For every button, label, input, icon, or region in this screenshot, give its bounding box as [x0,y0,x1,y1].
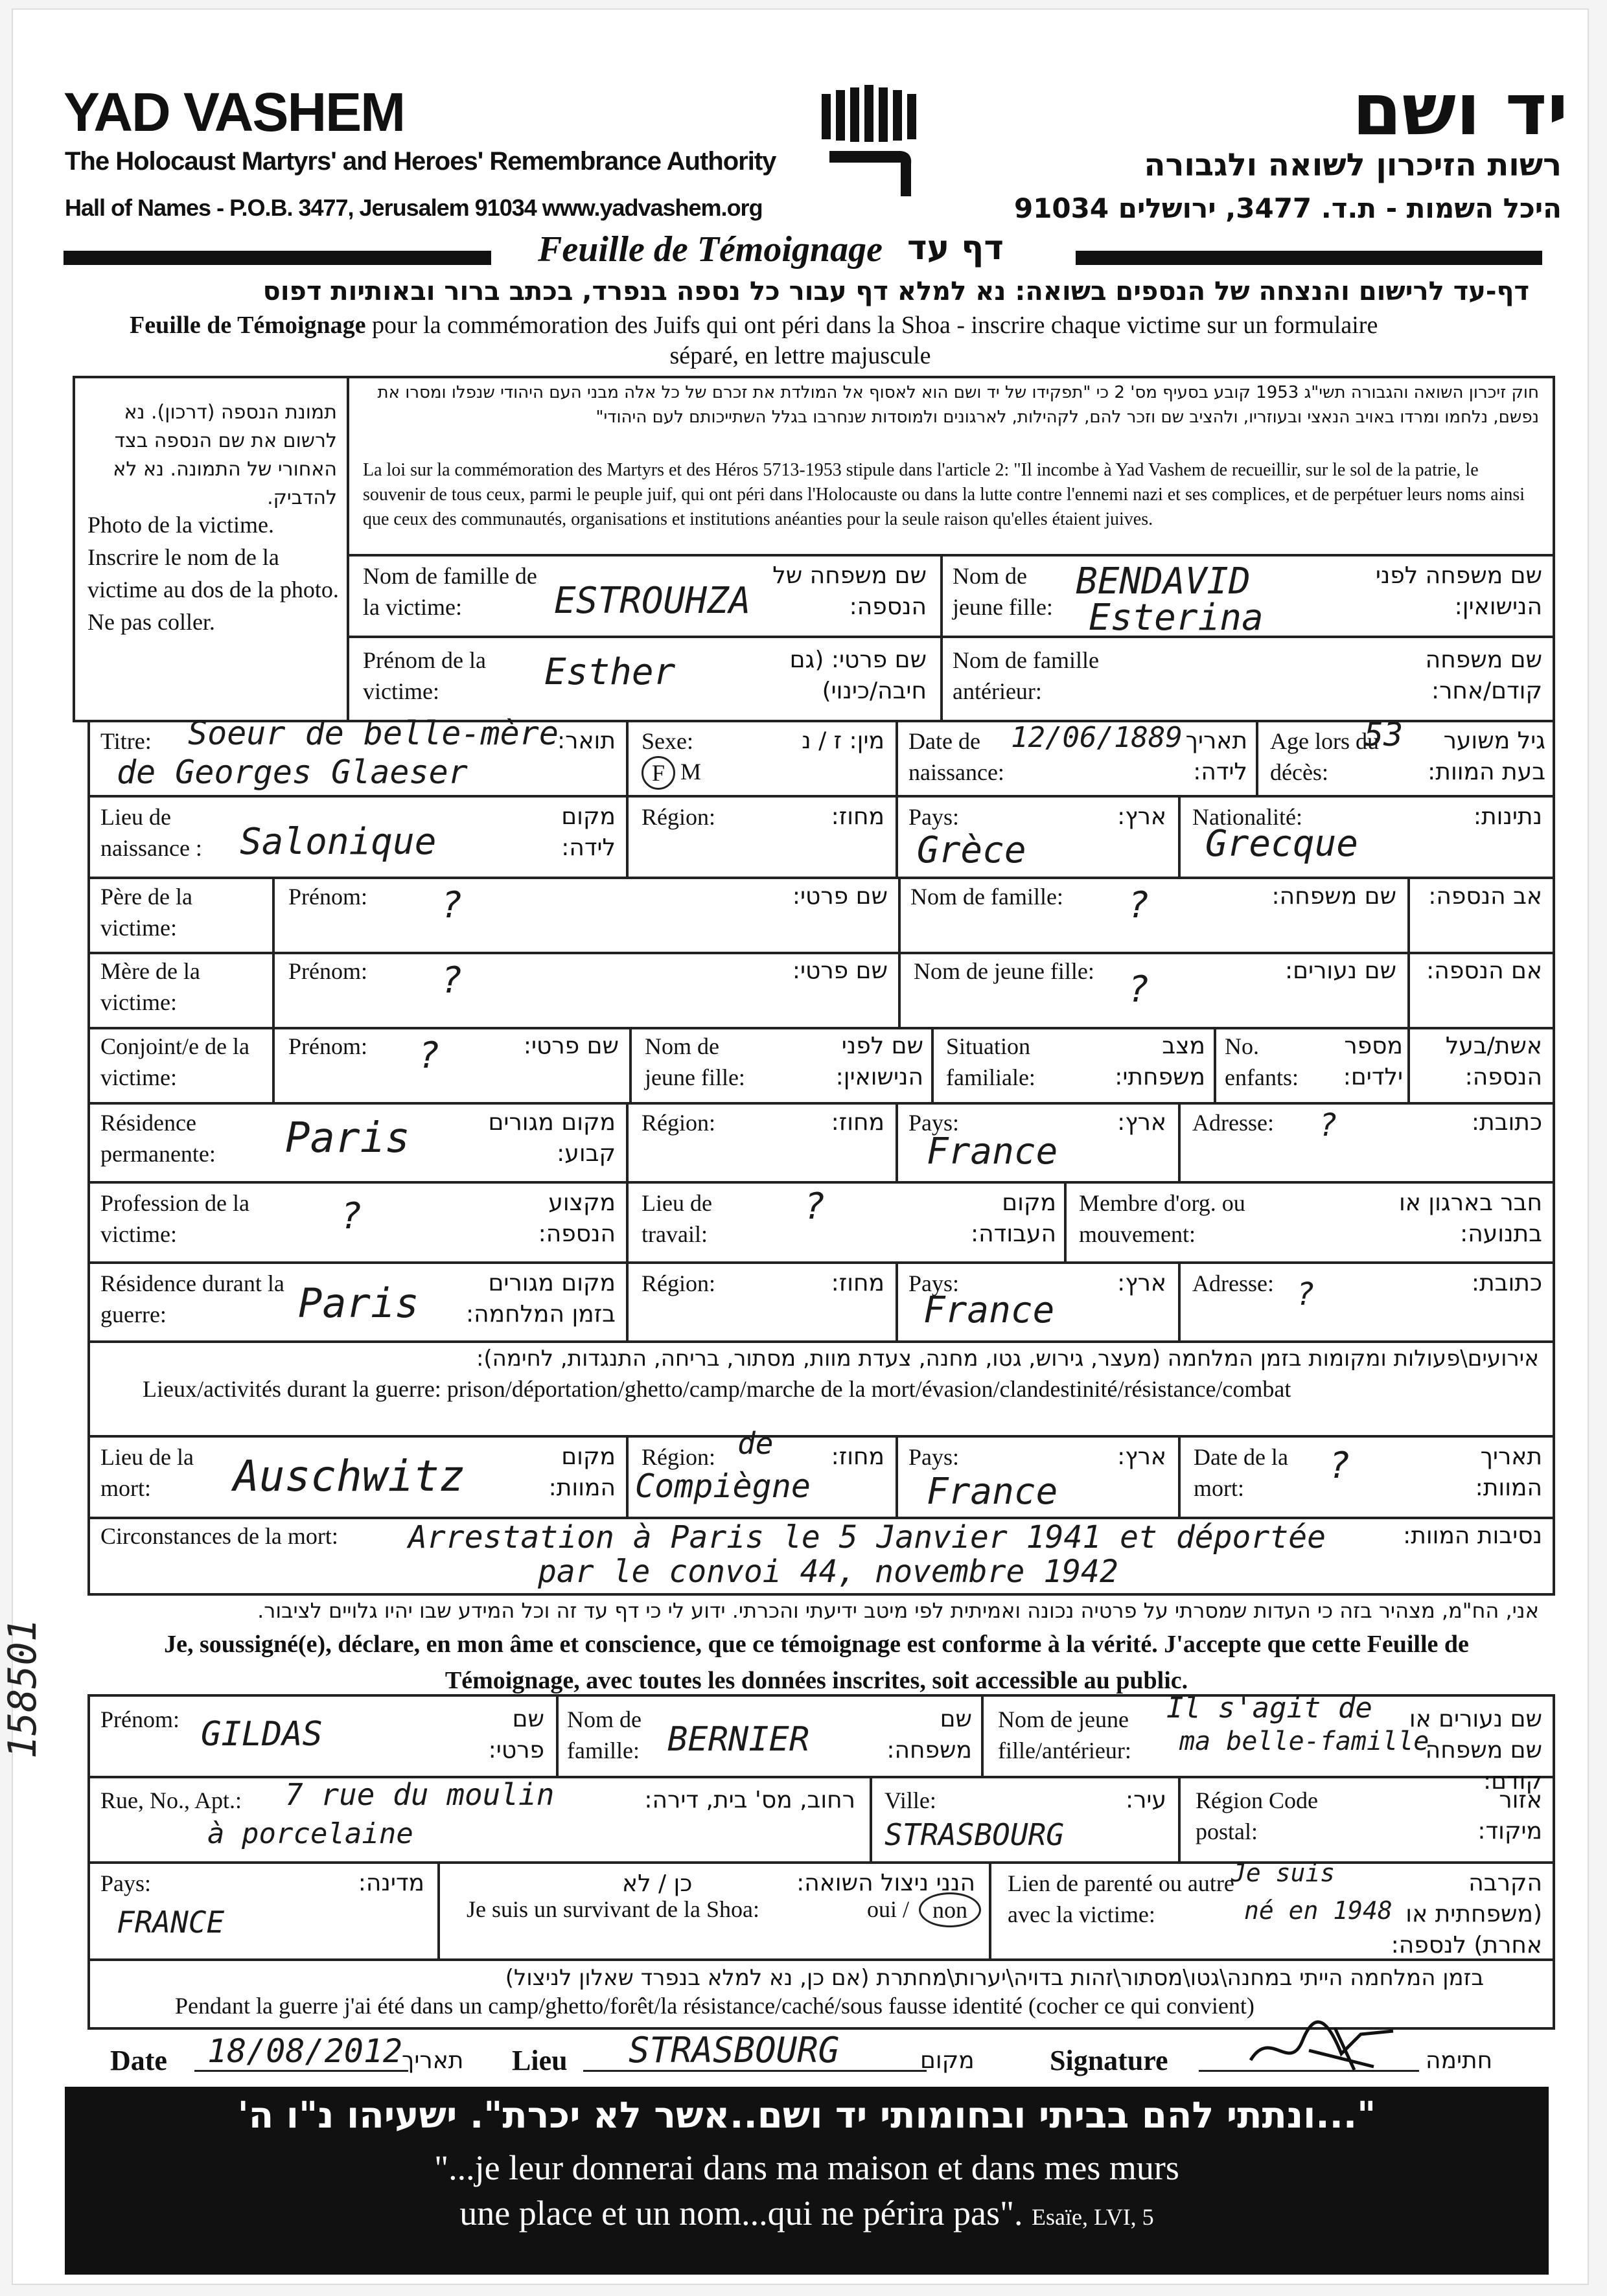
work-place-value: ? [804,1186,826,1228]
camp-label-he: בזמן המלחמה הייתי במחנה\גטו\מסתור\זהות בדויה\יערות\מחתרת (אם כן, נא למלא בנפרד שאלון לניצול) [505,1965,1484,1991]
father-first-label-fr: Prénom: [288,884,367,910]
residence-region-label-he: מחוז: [831,1109,884,1136]
death-place-label-fr: Lieu de la mort: [100,1444,194,1501]
father-family-label-fr: Nom de famille: [910,884,1063,910]
birth-region-label-he: מחוז: [831,803,884,830]
events-label-fr: Lieux/activités durant la guerre: prison/déportation/ghetto/camp/marche de la mort/évasion/clandestinité/résistance/combat [143,1376,1291,1402]
declaration-fr: Je, soussigné(e), déclare, en mon âme et conscience, que ce témoignage est conforme à la vérité. J'accepte que cette Feuille de Témoignage, avec toutes les données inscrites, soit accessible au public. [164,1631,1469,1694]
residence-region-label-fr: Région: [642,1110,715,1136]
maiden-name-label-he: שם משפחה לפני הנישואין: [1375,562,1542,620]
authority-he: רשות הזיכרון לשואה ולגבורה [1144,147,1562,183]
submitter-city-label-fr: Ville: [884,1787,936,1813]
first-name-value: Esther [544,651,676,693]
submitter-maiden-value-2: ma belle-famille [1179,1727,1429,1756]
testimony-sheet [0,10,1588,2284]
submitter-country-label-fr: Pays: [100,1870,152,1896]
father-label-he: אב הנספה: [1428,883,1542,910]
work-place-label-he: מקום העבודה: [971,1189,1056,1247]
mother-maiden-label-he: שם נעורים: [1285,958,1396,984]
title-bar-left [64,251,491,265]
death-country-value: France [927,1471,1058,1513]
spouse-first-value: ? [418,1035,440,1077]
death-region-label-fr: Région: [642,1444,715,1470]
declaration-he: אני, הח"מ, מצהיר בזה כי העדות שמסרתי על פרטיה נכונה ואמיתית לפי מיטב ידיעתי והכרתי. ידוע לי כי דף עד זה וכל המידע שבו יהיו גלויים לציבור. [257,1598,1539,1623]
survivor-yesno-text: כן / לא [622,1870,693,1897]
relation-label-fr: Lien de parenté ou autre avec la victime: [1008,1870,1234,1927]
age-label-he: גיל משוער בעת המוות: [1428,728,1545,785]
death-region-value-2: Compiègne [635,1467,811,1505]
form-title-he: דף עד [907,229,1004,268]
title-label-he: תואר: [557,728,616,754]
submitter-country-value: FRANCE [117,1905,225,1940]
survivor-label-he: הנני ניצול השואה: [796,1870,975,1896]
org-name-en: YAD VASHEM [64,82,405,143]
previous-name-label-fr: Nom de famille antérieur: [953,647,1099,704]
title-value-1: Soeur de belle-mère [188,715,559,752]
circumstances-value-1: Arrestation à Paris le 5 Janvier 1941 et déportée [408,1519,1326,1556]
survivor-label-fr: Je suis un survivant de la Shoa: [467,1896,759,1922]
war-region-label-fr: Région: [642,1270,715,1296]
nationality-label-he: נתינות: [1473,803,1542,830]
relation-value-2: né en 1948 [1244,1896,1393,1925]
death-country-label-fr: Pays: [908,1444,960,1470]
intro-fr-line2: séparé, en lettre majuscule [669,342,931,369]
sex-label-he: מין: ז / נ [802,728,884,754]
sex-label-fr: Sexe: [642,728,693,754]
war-country-label-he: ארץ: [1117,1270,1166,1296]
address-he: היכל השמות - ת.ד. 3477, ירושלים 91034 [1013,192,1562,224]
birth-place-value: Salonique [240,821,437,863]
submitter-country-label-he: מדינה: [358,1870,424,1896]
nationality-label-fr: Nationalité: [1192,804,1302,830]
death-region-label-he: מחוז: [831,1443,884,1470]
relation-value-1: Je suis [1231,1859,1335,1887]
residence-label-fr: Résidence permanente: [100,1110,216,1167]
residence-value: Paris [285,1114,410,1162]
submitter-city-label-he: עיר: [1125,1787,1166,1813]
war-region-label-he: מחוז: [831,1270,884,1296]
age-value: 53 [1364,716,1404,753]
date-line [194,2070,408,2072]
death-region-value-1: de [737,1426,774,1461]
war-residence-label-fr: Résidence durant la guerre: [100,1270,284,1327]
birth-date-value: 12/06/1889 [1011,721,1183,754]
death-date-value: ? [1328,1445,1350,1487]
footer-quote-fr-1: "...je leur donnerai dans ma maison et dans mes murs [434,2148,1179,2187]
war-address-value: ? [1296,1276,1315,1313]
birth-region-label-fr: Région: [642,804,715,830]
title-bar-right [1076,251,1542,265]
death-country-label-he: ארץ: [1117,1443,1166,1470]
camp-label-fr: Pendant la guerre j'ai été dans un camp/ghetto/forêt/la résistance/caché/sous fausse identité (cocher ce qui convient) [175,1993,1254,2019]
submitter-street-value-1: 7 rue du moulin [285,1777,555,1812]
intro-fr-bold: Feuille de Témoignage [130,312,366,339]
residence-address-value: ? [1319,1107,1337,1143]
submitter-nom-label-fr: Nom de famille: [567,1706,642,1763]
war-residence-label-he: מקום מגורים בזמן המלחמה: [465,1270,616,1327]
relation-label-he: הקרבה (משפחתית או אחרת) לנספה: [1391,1870,1542,1958]
law-text-fr: La loi sur la commémoration des Martyrs et des Héros 5713-1953 stipule dans l'article 2: "Il incombe à Yad Vashem de recueillir, sur le sol de la patrie, le souvenir de tous ceux, parmi le peuple juif, qui ont péri dans l'Holocauste ou dans la lutte contre l'ennemi nazi et ses complices, et de perpétuer leurs noms ainsi que ceux des communautés, organisations et institutions anéanties pour la seule raison qu'elles étaient juives. [363,460,1525,529]
mother-first-label-fr: Prénom: [288,958,367,984]
family-status-label-he: מצב משפחתי: [1115,1033,1205,1090]
footer-quote-he: "...ונתתי להם בביתי ובחומותי יד ושם..אשר לא יכרת". ישעיהו נ"ו ה' [237,2095,1376,2137]
spouse-label-he: אשת/בעל הנספה: [1445,1033,1542,1090]
spouse-label-fr: Conjoint/e de la victime: [100,1033,249,1090]
spouse-maiden-label-fr: Nom de jeune fille: [645,1033,745,1090]
first-name-label-fr: Prénom de la victime: [363,647,486,704]
father-first-label-he: שם פרטי: [792,883,888,910]
circumstances-label-he: נסיבות המוות: [1403,1522,1542,1549]
member-label-fr: Membre d'org. ou mouvement: [1079,1190,1245,1247]
mother-first-label-he: שם פרטי: [792,958,888,984]
signature-label-he: חתימה [1426,2047,1493,2074]
profession-label-he: מקצוע הנספה: [538,1189,616,1247]
place-label-he: מקום [920,2047,975,2074]
date-value[interactable]: 18/08/2012 [207,2032,403,2070]
war-country-label-fr: Pays: [908,1270,960,1296]
nationality-value: Grecque [1205,823,1359,865]
circumstances-label-fr: Circonstances de la mort: [100,1523,338,1549]
submitter-prenom-label-he: שם פרטי: [488,1706,544,1763]
residence-country-value: France [927,1131,1058,1173]
family-name-label-he: שם משפחה של הנספה: [772,562,927,620]
photo-text-he: תמונת הנספה (דרכון). נא לרשום את שם הנספה בצד האחורי של התמונה. נא לא להדביק. [113,401,337,509]
signature-label-fr: Signature [1050,2045,1168,2076]
family-name-label-fr: Nom de famille de la victime: [363,563,537,620]
birth-date-label-fr: Date de naissance: [908,728,1004,785]
events-label-he: אירועים\פעולות ומקומות בזמן המלחמה (מעצר, גירוש, גטו, מחנה, צעדת מוות, מסתור, בריחה, התנגדות, לחימה): [476,1346,1539,1372]
maiden-name-value-2: Esterina [1089,597,1264,639]
submitter-street-label-fr: Rue, No., Apt.: [100,1787,242,1813]
father-first-value: ? [441,884,463,926]
submitter-prenom-label-fr: Prénom: [100,1706,179,1732]
place-label-fr: Lieu [512,2045,568,2076]
death-date-label-fr: Date de la mort: [1194,1444,1288,1501]
footer-quote-fr-2-line [65,2193,1549,2233]
address-en: Hall of Names - P.O.B. 3477, Jerusalem 91034 www.yadvashem.org [65,194,763,221]
residence-label-he: מקום מגורים קבוע: [488,1109,616,1167]
date-label-fr: Date [110,2045,167,2076]
work-place-label-fr: Lieu de travail: [642,1190,712,1247]
father-family-value: ? [1127,884,1150,926]
birth-country-label-he: ארץ: [1117,803,1166,830]
profession-label-fr: Profession de la victime: [100,1190,249,1247]
mother-maiden-value: ? [1127,969,1150,1011]
mother-label-he: אם הנספה: [1426,958,1542,984]
spouse-first-label-he: שם פרטי: [523,1033,619,1059]
family-status-label-fr: Situation familiale: [946,1033,1035,1090]
residence-address-label-he: כתובת: [1471,1109,1542,1136]
submitter-family-name-value: BERNIER [667,1720,810,1759]
children-label-he: מספר ילדים: [1343,1033,1403,1090]
margin-archive-number: 158501 [0,1618,45,1759]
birth-country-value: Grèce [917,829,1026,871]
birth-date-label-he: תאריך לידה: [1185,728,1247,785]
birth-country-label-fr: Pays: [908,804,960,830]
intro-fr-rest: pour la commémoration des Juifs qui ont péri dans la Shoa - inscrire chaque victime sur un formulaire [365,312,1378,339]
place-value[interactable]: STRASBOURG [629,2030,840,2071]
submitter-street-value-2: à porcelaine [207,1817,413,1850]
maiden-name-value-1: BENDAVID [1076,560,1251,603]
spouse-maiden-label-he: שם לפני הנישואין: [835,1033,923,1090]
war-residence-value: Paris [298,1280,419,1327]
footer-quote-fr-2: une place et un nom...qui ne périra pas". [459,2194,1023,2233]
birth-place-label-he: מקום לידה: [561,803,616,861]
birth-place-label-fr: Lieu de naissance : [100,804,202,861]
authority-en: The Holocaust Martyrs' and Heroes' Remembrance Authority [65,147,776,176]
intro-he: דף-עד לרישום והנצחה של הנספים בשואה: נא למלא דף עבור כל נספה בנפרד, בכתב ברור ובאותיות דפוס [262,277,1529,306]
survivor-oui-option[interactable]: oui / [867,1896,910,1922]
submitter-maiden-value-1: Il s'agit de [1166,1692,1372,1725]
death-place-label-he: מקום המוות: [548,1443,616,1501]
death-date-label-he: תאריך המוות: [1475,1443,1542,1501]
war-address-label-fr: Adresse: [1192,1270,1274,1296]
father-label-fr: Père de la victime: [100,884,192,941]
submitter-maiden-label-fr: Nom de jeune fille/antérieur: [998,1706,1131,1763]
first-name-label-he: שם פרטי: (גם חיבה/כינוי) [789,647,927,704]
sex-option-m[interactable]: M [680,759,702,785]
submitter-nom-label-he: שם משפחה: [886,1706,972,1763]
mother-first-value: ? [441,959,463,1002]
form-title-fr: Feuille de Témoignage [538,229,883,270]
father-family-label-he: שם משפחה: [1271,883,1396,910]
family-name-value: ESTROUHZA [554,580,751,622]
profession-value: ? [340,1195,362,1237]
war-country-value: France [923,1289,1055,1331]
children-label-fr: No. enfants: [1225,1033,1299,1090]
circumstances-value-2: par le convoi 44, novembre 1942 [538,1554,1118,1590]
law-text-he: חוק זיכרון השואה והגבורה תשי"ג 1953 קובע בסעיף מס' 2 כי "תפקידו של יד ושם הוא לאסוף אל המולדת את זכרם של כל אלה מבני העם היהודי שנפלו ומסרו את נפשם, נלחמו ומרדו באויב הנאצי ובעוזריו, ולהציב שם וזכר להם, לקהילות, לארגונים ולמוסדות שנחרבו בגלל השתייכותם לעם היהודי" [377,383,1539,427]
survivor-non-option-circled[interactable]: non [919,1892,981,1927]
submitter-region-label-fr: Région Code postal: [1196,1787,1318,1844]
title-label-fr: Titre: [100,728,152,754]
war-address-label-he: כתובת: [1471,1270,1542,1296]
mother-maiden-label-fr: Nom de jeune fille: [914,958,1094,984]
age-label-fr: Age lors du décès: [1270,728,1379,785]
submitter-first-name-value: GILDAS [201,1715,323,1754]
death-place-value: Auschwitz [233,1451,465,1501]
member-label-he: חבר בארגון או בתנועה: [1398,1189,1542,1247]
signature-scribble-icon[interactable] [1244,2015,1413,2080]
mother-label-fr: Mère de la victime: [100,958,200,1015]
title-value-2: de Georges Glaeser [117,753,468,791]
residence-country-label-fr: Pays: [908,1110,960,1136]
submitter-region-label-he: אזור מיקוד: [1477,1787,1542,1844]
footer-quote-ref: Esaïe, LVI, 5 [1032,2204,1154,2230]
residence-country-label-he: ארץ: [1117,1109,1166,1136]
intro-fr [130,311,1378,339]
date-label-he: תאריך [402,2047,464,2074]
photo-text-fr: Photo de la victime. Inscrire le nom de la victime au dos de la photo. Ne pas coller. [87,512,339,635]
submitter-maiden-label-he: שם נעורים או שם משפחה קודם: [1409,1706,1542,1795]
org-name-he: יד ושם [1352,68,1568,151]
sex-option-f-circled[interactable]: F [642,756,675,790]
submitter-street-label-he: רחוב, מס' בית, דירה: [644,1787,855,1813]
submitter-city-value: STRASBOURG [884,1817,1064,1852]
residence-address-label-fr: Adresse: [1192,1110,1274,1136]
spouse-first-label-fr: Prénom: [288,1033,367,1059]
yad-vashem-logo-icon [816,81,920,204]
previous-name-label-he: שם משפחה קודם/אחר: [1425,647,1542,704]
maiden-name-label-fr: Nom de jeune fille: [953,563,1053,620]
